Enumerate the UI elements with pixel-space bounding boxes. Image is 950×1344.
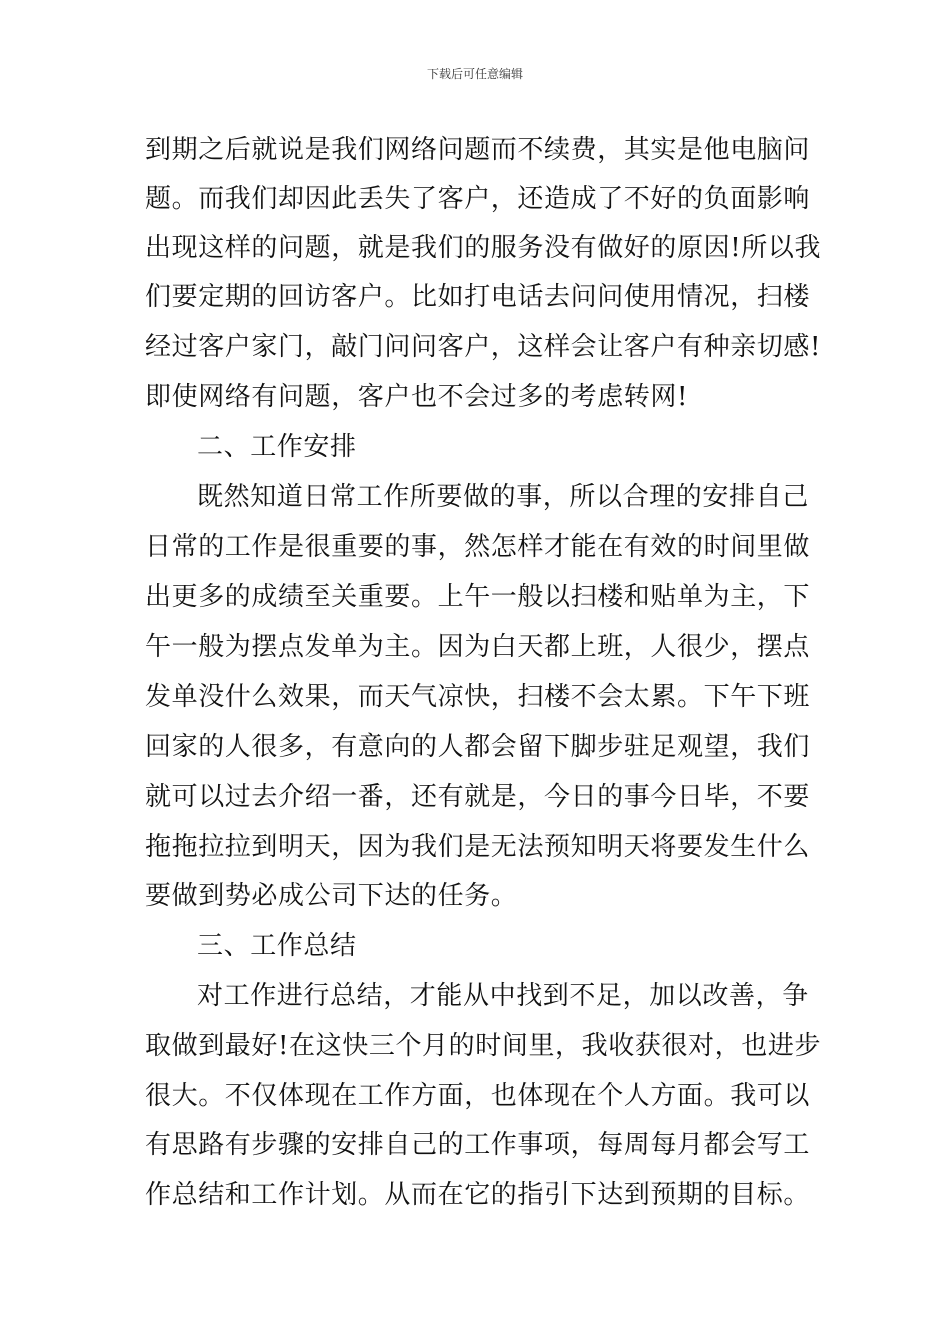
paragraph-line: 就可以过去介绍一番，还有就是，今日的事今日毕，不要 (145, 782, 811, 812)
paragraph-line: 即使网络有问题，客户也不会过多的考虑转网! (145, 382, 689, 412)
paragraph-line: 既然知道日常工作所要做的事，所以合理的安排自己 (197, 482, 809, 512)
paragraph-line: 午一般为摆点发单为主。因为白天都上班，人很少，摆点 (145, 632, 811, 662)
paragraph-line: 作总结和工作计划。从而在它的指引下达到预期的目标。 (145, 1180, 811, 1210)
page-header: 下载后可任意编辑 (426, 67, 523, 81)
section-heading: 二、工作安排 (197, 432, 357, 462)
paragraph-line: 到期之后就说是我们网络问题而不续费，其实是他电脑问 (145, 135, 811, 165)
section-heading: 三、工作总结 (197, 931, 357, 961)
paragraph-line: 拖拖拉拉到明天，因为我们是无法预知明天将要发生什么 (145, 832, 811, 862)
paragraph-line: 们要定期的回访客户。比如打电话去问问使用情况，扫楼 (145, 282, 811, 312)
paragraph-line: 题。而我们却因此丢失了客户，还造成了不好的负面影响 (145, 184, 811, 214)
paragraph-line: 很大。不仅体现在工作方面，也体现在个人方面。我可以 (145, 1081, 811, 1111)
paragraph-line: 发单没什么效果，而天气凉快，扫楼不会太累。下午下班 (145, 682, 811, 712)
paragraph-line: 出现这样的问题，就是我们的服务没有做好的原因!所以我 (145, 233, 822, 263)
paragraph-line: 要做到势必成公司下达的任务。 (145, 881, 518, 911)
paragraph-line: 取做到最好!在这快三个月的时间里，我收获很对，也进步 (145, 1031, 822, 1061)
paragraph-line: 回家的人很多，有意向的人都会留下脚步驻足观望，我们 (145, 732, 811, 762)
paragraph-line: 经过客户家门，敲门问问客户，这样会让客户有种亲切感! (145, 332, 822, 362)
paragraph-line: 对工作进行总结，才能从中找到不足，加以改善，争 (197, 981, 809, 1011)
paragraph-line: 有思路有步骤的安排自己的工作事项，每周每月都会写工 (145, 1130, 811, 1160)
paragraph-line: 日常的工作是很重要的事，然怎样才能在有效的时间里做 (145, 532, 811, 562)
paragraph-line: 出更多的成绩至关重要。上午一般以扫楼和贴单为主，下 (145, 582, 811, 612)
